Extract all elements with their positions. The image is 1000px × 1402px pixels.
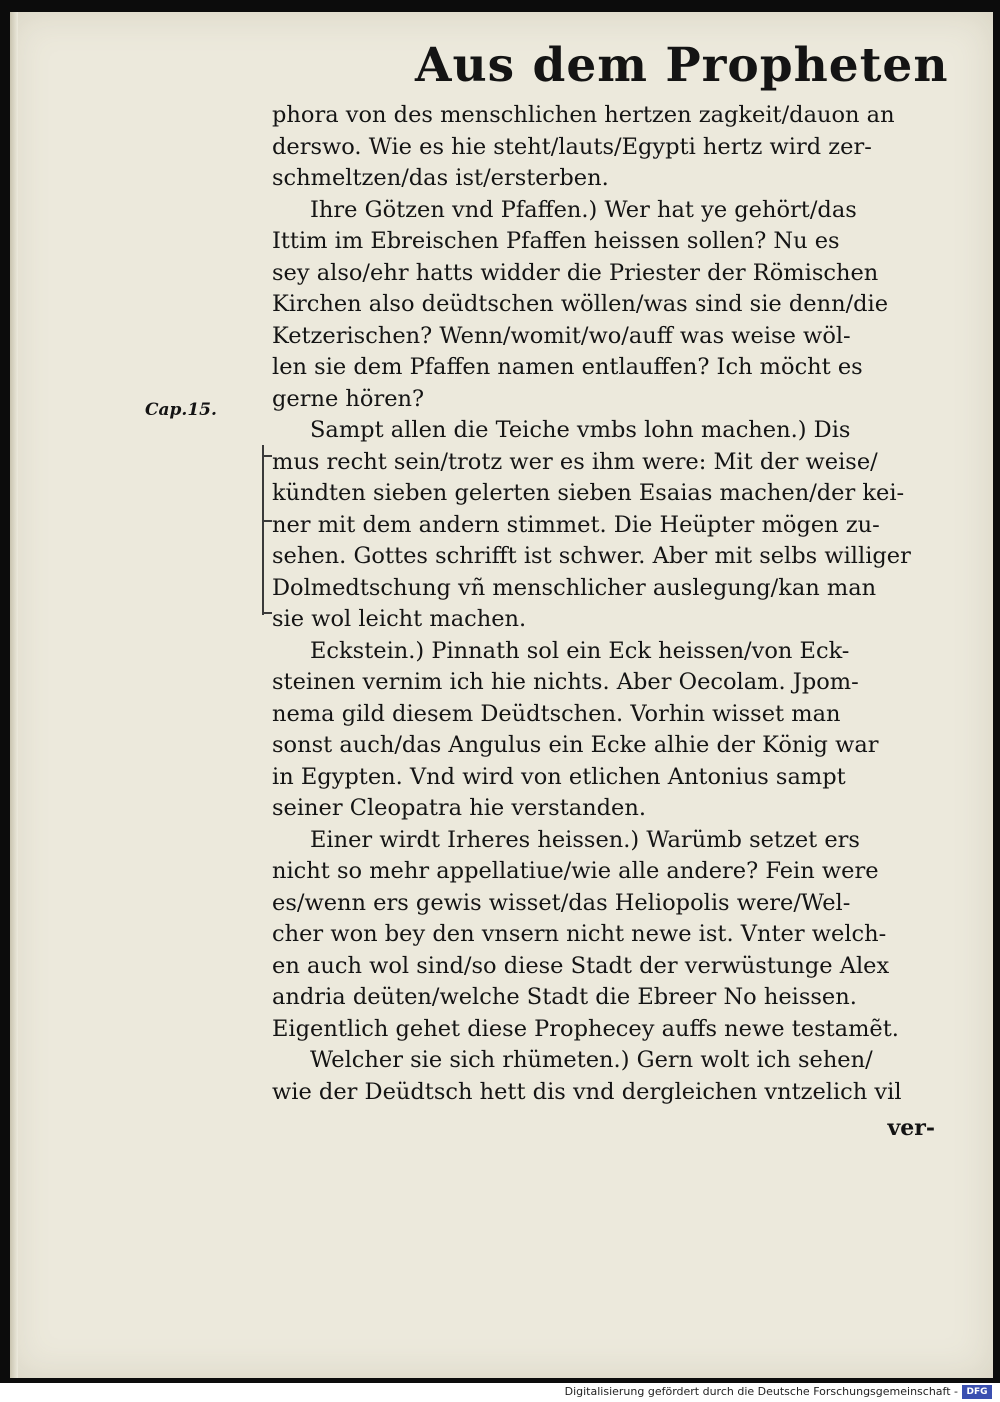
- margin-bracket-mark: [262, 445, 270, 615]
- text-line: Eckstein.) Pinnath sol ein Eck heissen/von Eck-: [310, 637, 850, 664]
- text-line: Eigentlich gehet diese Prophecey auffs newe testamẽt.: [272, 1015, 899, 1042]
- text-line: Ketzerischen? Wenn/womit/wo/auff was weise wöl-: [272, 322, 851, 349]
- page-edge-shadow: [10, 12, 18, 1378]
- text-line: Ihre Götzen vnd Pfaffen.) Wer hat ye gehört/das: [310, 196, 857, 223]
- text-line: derswo. Wie es hie steht/lauts/Egypti hertz wird zer-: [272, 133, 872, 160]
- text-line: Einer wirdt Irheres heissen.) Warümb setzet ers: [310, 826, 860, 853]
- text-line: andria deüten/welche Stadt die Ebreer No heissen.: [272, 984, 857, 1010]
- margin-bracket-tick: [264, 520, 272, 522]
- text-line: seiner Cleopatra hie verstanden.: [272, 795, 647, 821]
- text-line: es/wenn ers gewis wisset/das Heliopolis were/Wel-: [272, 889, 851, 916]
- text-line: mus recht sein/trotz wer es ihm were: Mit der weise/: [272, 448, 878, 475]
- text-line: schmeltzen/das ist/ersterben.: [272, 165, 609, 191]
- margin-note-chapter: Cap.15.: [145, 400, 217, 420]
- text-line: nicht so mehr appellatiue/wie alle andere? Fein were: [272, 858, 879, 884]
- text-line: phora von des menschlichen hertzen zagkeit/dauon an: [272, 102, 895, 128]
- text-line: in Egypten. Vnd wird von etlichen Antonius sampt: [272, 763, 846, 790]
- text-line: gerne hören?: [272, 385, 425, 412]
- text-line: wie der Deüdtsch hett dis vnd dergleichen vntzelich vil: [272, 1078, 902, 1105]
- text-line: cher won bey den vnsern nicht newe ist. Vnter welch-: [272, 921, 887, 947]
- text-line: sehen. Gottes schrifft ist schwer. Aber mit selbs williger: [272, 543, 911, 569]
- text-line: kündten sieben gelerten sieben Esaias machen/der kei-: [272, 480, 905, 506]
- text-line: Sampt allen die Teiche vmbs lohn machen.) Dis: [310, 417, 851, 443]
- text-line: en auch wol sind/so diese Stadt der verwüstunge Alex: [272, 952, 890, 979]
- running-head: Aus dem Propheten: [415, 38, 949, 93]
- footer-credit: Digitalisierung gefördert durch die Deutsche Forschungsgemeinschaft -: [564, 1385, 958, 1398]
- text-line: Ittim im Ebreischen Pfaffen heissen sollen? Nu es: [272, 228, 840, 254]
- text-line: Kirchen also deüdtschen wöllen/was sind sie denn/die: [272, 291, 889, 317]
- catchword: ver-: [887, 1115, 935, 1141]
- text-line: nema gild diesem Deüdtschen. Vorhin wisset man: [272, 700, 841, 727]
- text-line: sie wol leicht machen.: [272, 606, 527, 632]
- text-line: Dolmedtschung vñ menschlicher auslegung/kan man: [272, 574, 877, 601]
- text-line: steinen vernim ich hie nichts. Aber Oecolam. Jpom-: [272, 669, 859, 695]
- dfg-logo: DFG: [962, 1385, 992, 1399]
- text-line: sey also/ehr hatts widder die Priester der Römischen: [272, 259, 879, 286]
- text-line: sonst auch/das Angulus ein Ecke alhie der König war: [272, 732, 879, 758]
- footer-bar: [0, 1383, 1000, 1402]
- margin-bracket-tick: [264, 612, 272, 614]
- body-text: [272, 100, 942, 1108]
- text-line: Welcher sie sich rhümeten.) Gern wolt ich sehen/: [310, 1047, 873, 1073]
- margin-bracket-tick: [264, 455, 272, 457]
- text-line: ner mit dem andern stimmet. Die Heüpter mögen zu-: [272, 511, 880, 538]
- text-line: len sie dem Pfaffen namen entlauffen? Ich möcht es: [272, 354, 863, 380]
